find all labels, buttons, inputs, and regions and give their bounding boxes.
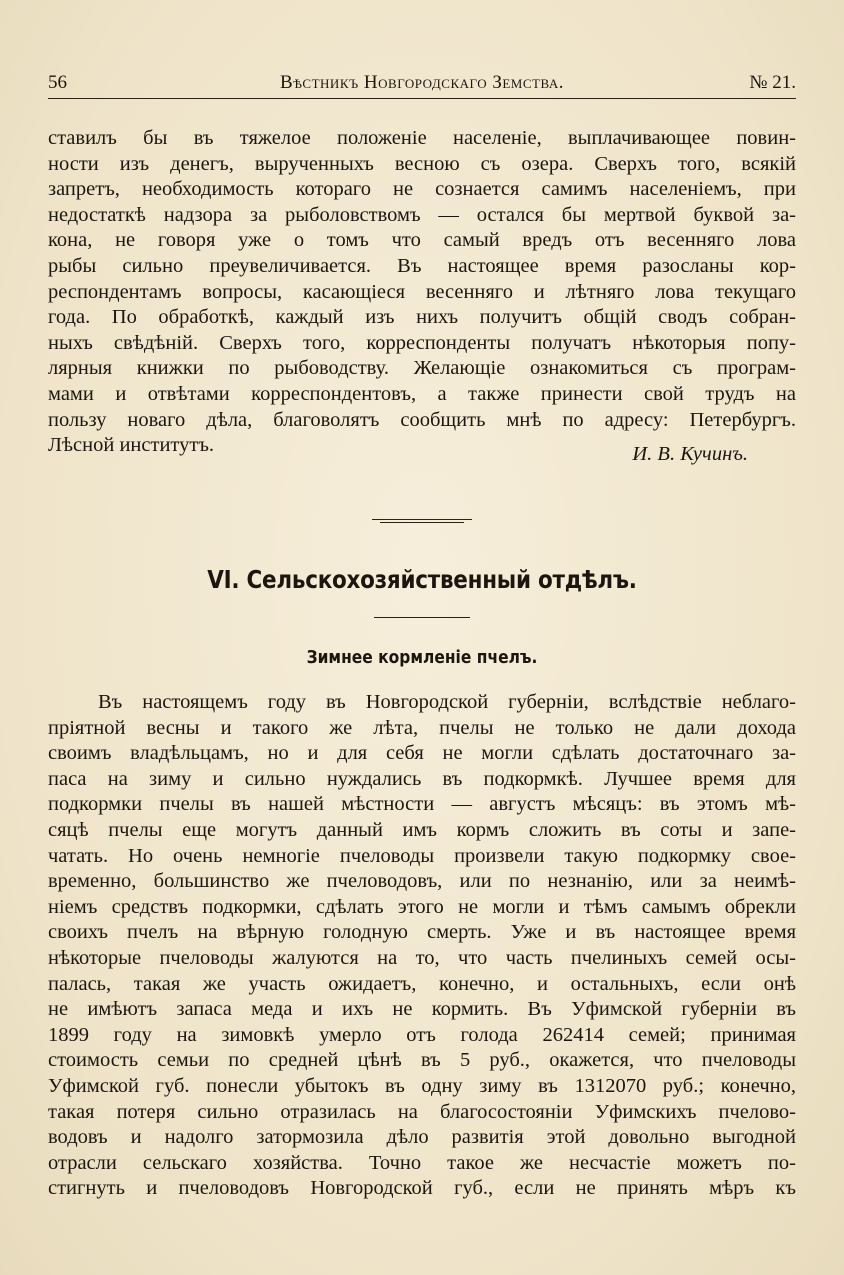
- text-line: пріятной весны и такого же лѣта, пчелы не только не дали дохода: [48, 716, 796, 739]
- header-rule: [48, 98, 796, 99]
- text-line: подкормки пчелы въ нашей мѣстности — августъ мѣсяцъ: въ этомъ мѣ-: [48, 793, 796, 816]
- text-line: отрасли сельскаго хозяйства. Точно такое же несчастіе можетъ по-: [48, 1151, 796, 1174]
- page-number: 56: [48, 72, 67, 93]
- text-line: Лѣсной институтъ.: [48, 434, 215, 457]
- text-line: Уфимской губ. понесли убытокъ въ одну зиму въ 1312070 руб.; конечно,: [48, 1074, 796, 1097]
- journal-title: Вѣстникъ Новгородскаго Земства.: [280, 72, 564, 93]
- text-line: водовъ и надолго затормозила дѣло развитія этой довольно выгодной: [48, 1126, 796, 1149]
- text-line: ніемъ средствъ подкормки, сдѣлать этого не могли и тѣмъ самымъ обрекли: [48, 895, 796, 918]
- running-header: [48, 72, 796, 96]
- text-line: ности изъ денегъ, вырученныхъ весною съ озера. Сверхъ того, всякій: [48, 152, 796, 175]
- text-line: не имѣютъ запаса меда и ихъ не кормить. Въ Уфимской губерніи въ: [48, 998, 796, 1021]
- text-line: своимъ владѣльцамъ, но и для себя не могли сдѣлать достаточнаго за-: [48, 742, 796, 765]
- text-line: мами и отвѣтами корреспондентовъ, а также принести свой трудъ на: [48, 382, 796, 405]
- text-line: лярныя книжки по рыбоводству. Желающіе ознакомиться съ програм-: [48, 357, 796, 380]
- text-line: паса на зиму и сильно нуждались въ подкормкѣ. Лучшее время для: [48, 767, 796, 790]
- article-continuation: [48, 126, 796, 459]
- text-line: палась, такая же участь ожидаетъ, конечно, и остальныхъ, если онѣ: [48, 972, 796, 995]
- text-line: стигнуть и пчеловодовъ Новгородской губ., если не принять мѣръ къ: [48, 1177, 796, 1200]
- text-line: своихъ пчелъ на вѣрную голодную смерть. Уже и въ настоящее время: [48, 921, 796, 944]
- author-signature: И. В. Кучинъ.: [632, 443, 748, 465]
- text-line: временно, большинство же пчеловодовъ, или по незнанію, или за неимѣ-: [48, 870, 796, 893]
- text-line: рыбы сильно преувеличивается. Въ настоящее время разосланы кор-: [48, 254, 796, 277]
- text-line: года. По обработкѣ, каждый изъ нихъ получитъ общій сводъ собран-: [48, 306, 796, 329]
- text-line: ныхъ свѣдѣній. Сверхъ того, корреспонденты получатъ нѣкоторыя попу-: [48, 331, 796, 354]
- text-line: сяцѣ пчелы еще могутъ данный имъ кормъ сложить въ соты и запе-: [48, 818, 796, 841]
- text-line: нѣкоторые пчеловоды жалуются на то, что часть пчелиныхъ семей осы-: [48, 946, 796, 969]
- text-line: такая потеря сильно отразилась на благосостояніи Уфимскихъ пчелово-: [48, 1100, 796, 1123]
- text-line: респондентамъ вопросы, касающіеся весенняго и лѣтняго лова текущаго: [48, 280, 796, 303]
- text-line: стоимость семьи по средней цѣнѣ въ 5 руб., окажется, что пчеловоды: [48, 1049, 796, 1072]
- text-line: ставилъ бы въ тяжелое положеніе населеніе, выплачивающее повин-: [48, 127, 796, 149]
- section-rule: [374, 617, 470, 618]
- section-divider-ornament: [372, 519, 472, 525]
- text-line: пользу новаго дѣла, благоволятъ сообщить мнѣ по адресу: Петербургъ.: [48, 408, 796, 431]
- article-title: Зимнее кормленіе пчелъ.: [306, 647, 538, 668]
- section-title: VI. Сельскохозяйственный отдѣлъ.: [207, 565, 637, 594]
- text-line: недостаткѣ надзора за рыболовствомъ — остался бы мертвой буквой за-: [48, 203, 796, 226]
- text-line: запретъ, необходимость котораго не сознается самимъ населеніемъ, при: [48, 178, 796, 201]
- text-line: чатать. Но очень немногіе пчеловоды произвели такую подкормку свое-: [48, 844, 796, 867]
- text-line: кона, не говоря уже о томъ что самый вредъ отъ весенняго лова: [48, 229, 796, 252]
- issue-number: № 21.: [749, 72, 796, 93]
- text-line: 1899 году на зимовкѣ умерло отъ голода 262414 семей; принимая: [48, 1023, 796, 1046]
- text-line: Въ настоящемъ году въ Новгородской губерніи, вслѣдствіе неблаго-: [98, 691, 796, 713]
- article-body: [48, 690, 796, 1202]
